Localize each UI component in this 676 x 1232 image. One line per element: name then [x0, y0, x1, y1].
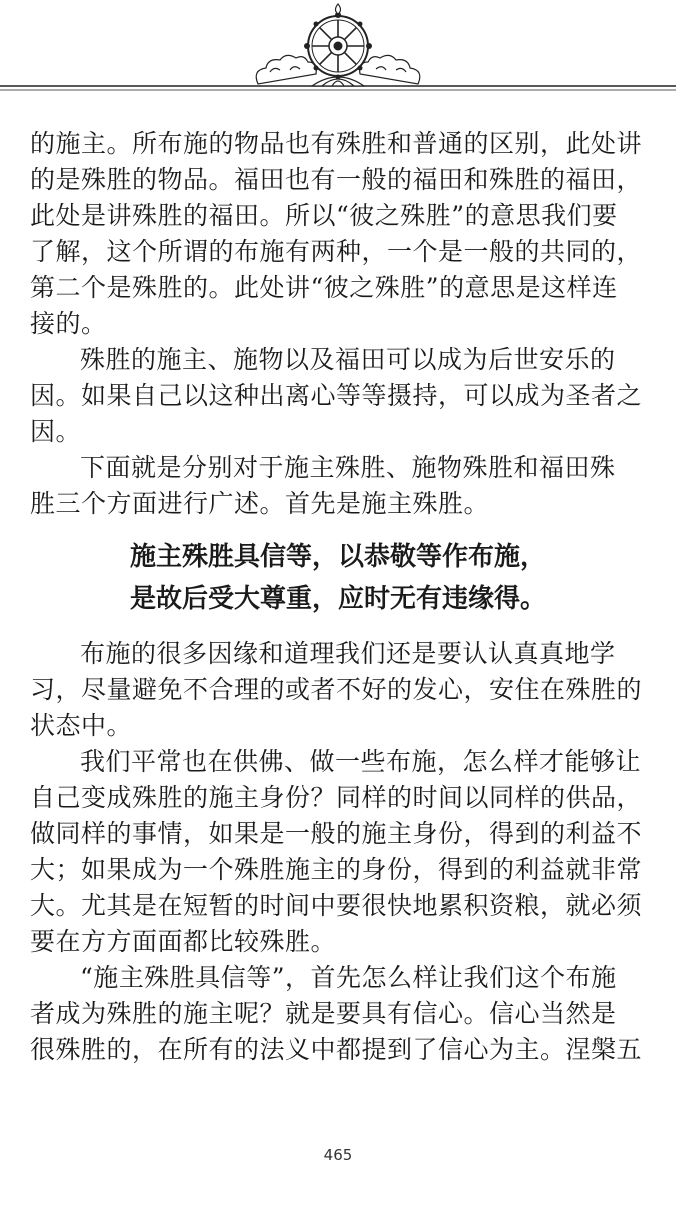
text-line: 要在方方面面都比较殊胜。: [30, 927, 337, 956]
paragraph: [30, 342, 646, 450]
text-line: 因。: [30, 417, 82, 446]
text-line: 了解，这个所谓的布施有两种，一个是一般的共同的，: [30, 237, 643, 266]
text-line: 我们平常也在供佛、做一些布施，怎么样才能够让: [80, 747, 642, 776]
text-line: 的施主。所布施的物品也有殊胜和普通的区别，此处讲: [30, 129, 643, 158]
text-line: 布施的很多因缘和道理我们还是要认认真真地学: [80, 639, 616, 668]
page-header-ornament: [0, 0, 676, 110]
text-line: 做同样的事情，如果是一般的施主身份，得到的利益不: [30, 819, 643, 848]
text-line: 殊胜的施主、施物以及福田可以成为后世安乐的: [80, 345, 616, 374]
text-line: 自己变成殊胜的施主身份？同样的时间以同样的供品，: [30, 783, 643, 812]
paragraph: [30, 636, 646, 744]
text-line: 接的。: [30, 309, 107, 338]
text-line: 下面就是分别对于施主殊胜、施物殊胜和福田殊: [80, 453, 616, 482]
paragraph: [30, 126, 646, 342]
page-body: [30, 126, 646, 1068]
text-line: 因。如果自己以这种出离心等等摄持，可以成为圣者之: [30, 381, 643, 410]
text-line: 此处是讲殊胜的福田。所以“彼之殊胜”的意思我们要: [30, 201, 618, 230]
text-line: “施主殊胜具信等”，首先怎么样让我们这个布施: [80, 963, 617, 992]
paragraph: [30, 960, 646, 1068]
text-line: 大。尤其是在短暂的时间中要很快地累积资粮，就必须: [30, 891, 643, 920]
paragraph: [30, 744, 646, 960]
text-line: 胜三个方面进行广述。首先是施主殊胜。: [30, 489, 490, 518]
text-line: 的是殊胜的物品。福田也有一般的福田和殊胜的福田，: [30, 165, 643, 194]
text-line: 者成为殊胜的施主呢？就是要具有信心。信心当然是: [30, 999, 617, 1028]
text-line: 很殊胜的，在所有的法义中都提到了信心为主。涅槃五: [30, 1035, 643, 1064]
page-number: 465: [323, 1146, 353, 1164]
verse-block: [30, 522, 646, 636]
dharma-wheel-icon: [0, 0, 676, 110]
text-line: 第二个是殊胜的。此处讲“彼之殊胜”的意思是这样连: [30, 273, 618, 302]
paragraph: [30, 450, 646, 522]
verse-line: 是故后受大尊重，应时无有违缘得。: [129, 584, 546, 614]
text-line: 状态中。: [30, 711, 133, 740]
text-line: 大；如果成为一个殊胜施主的身份，得到的利益就非常: [30, 855, 643, 884]
text-line: 习，尽量避免不合理的或者不好的发心，安住在殊胜的: [30, 675, 643, 704]
verse-line: 施主殊胜具信等，以恭敬等作布施，: [129, 542, 546, 572]
